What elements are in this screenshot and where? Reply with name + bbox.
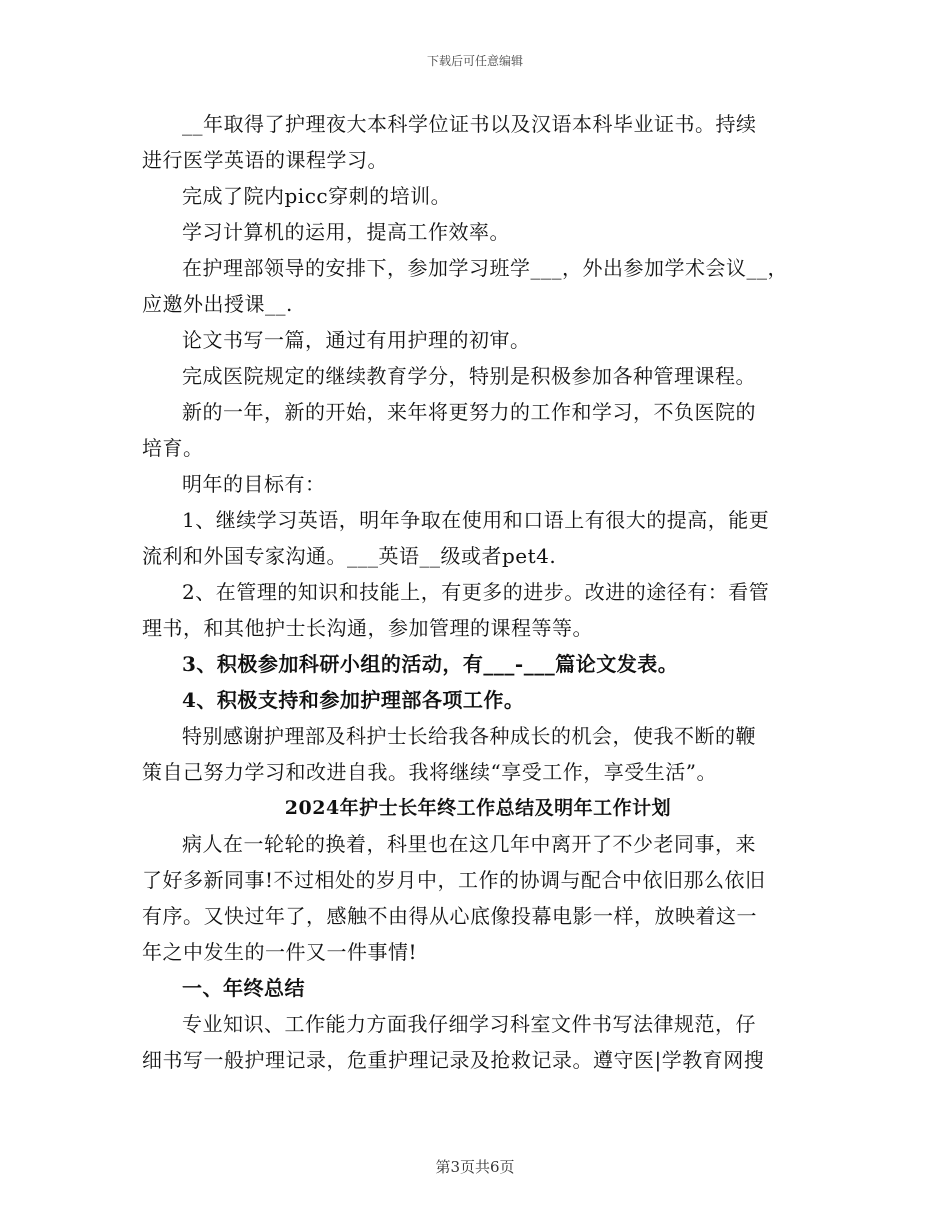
page-header: 下载后可任意编辑 <box>426 54 523 68</box>
text-line: 病人在一轮轮的换着，科里也在这几年中离开了不少老同事，来 <box>182 832 756 856</box>
paragraph <box>142 178 814 214</box>
text-line: __年取得了护理夜大本科学位证书以及汉语本科毕业证书。持续 <box>182 112 757 136</box>
paragraph <box>142 718 814 790</box>
text-line: 细书写一般护理记录，危重护理记录及抢救记录。遵守医|学教育网搜 <box>142 1048 765 1072</box>
text-line: 完成医院规定的继续教育学分，特别是积极参加各种管理课程。 <box>182 364 756 388</box>
text-line: 学习计算机的运用，提高工作效率。 <box>182 220 510 244</box>
text-line: 有序。又快过年了，感触不由得从心底像投幕电影一样，放映着这一 <box>142 904 757 928</box>
text-line: 流利和外国专家沟通。___英语__级或者pet4. <box>142 544 557 568</box>
text-line: 3、积极参加科研小组的活动，有___-___篇论文发表。 <box>182 652 679 676</box>
text-line: 培育。 <box>142 436 204 460</box>
paragraph <box>142 394 814 466</box>
text-line: 特别感谢护理部及科护士长给我各种成长的机会，使我不断的鞭 <box>182 724 756 748</box>
section-title: 2024年护士长年终工作总结及明年工作计划 <box>284 797 672 819</box>
paragraph <box>142 1006 814 1078</box>
paragraph-group-1 <box>142 106 814 790</box>
paragraph <box>142 502 814 574</box>
paragraph <box>142 682 814 718</box>
paragraph <box>142 358 814 394</box>
text-line: 策自己努力学习和改进自我。我将继续“享受工作，享受生活”。 <box>142 760 717 784</box>
text-line: 明年的目标有： <box>182 472 326 496</box>
paragraph <box>142 466 814 502</box>
text-line: 年之中发生的一件又一件事情! <box>142 940 418 964</box>
text-line: 4、积极支持和参加护理部各项工作。 <box>182 688 525 712</box>
text-line: 2、在管理的知识和技能上，有更多的进步。改进的途径有：看管 <box>182 580 770 604</box>
text-line: 一、年终总结 <box>182 976 305 1000</box>
text-line: 完成了院内picc穿刺的培训。 <box>182 184 452 208</box>
text-line: 1、继续学习英语，明年争取在使用和口语上有很大的提高，能更 <box>182 508 770 532</box>
text-line: 了好多新同事!不过相处的岁月中，工作的协调与配合中依旧那么依旧 <box>142 868 766 892</box>
paragraph <box>142 826 814 970</box>
page-footer: 第3页共6页 <box>435 1158 515 1176</box>
text-line: 专业知识、工作能力方面我仔细学习科室文件书写法律规范，仔 <box>182 1012 756 1036</box>
document-body <box>142 106 814 1078</box>
paragraph <box>142 574 814 646</box>
paragraph <box>142 646 814 682</box>
paragraph <box>142 106 814 178</box>
paragraph <box>142 970 814 1006</box>
text-line: 新的一年，新的开始，来年将更努力的工作和学习，不负医院的 <box>182 400 756 424</box>
paragraph <box>142 322 814 358</box>
text-line: 进行医学英语的课程学习。 <box>142 148 388 172</box>
text-line: 理书，和其他护士长沟通，参加管理的课程等等。 <box>142 616 593 640</box>
paragraph <box>142 250 814 322</box>
paragraph <box>142 214 814 250</box>
text-line: 在护理部领导的安排下，参加学习班学___，外出参加学术会议__， <box>182 256 788 280</box>
text-line: 论文书写一篇，通过有用护理的初审。 <box>182 328 531 352</box>
text-line: 应邀外出授课__. <box>142 292 293 316</box>
paragraph-group-2 <box>142 826 814 1078</box>
